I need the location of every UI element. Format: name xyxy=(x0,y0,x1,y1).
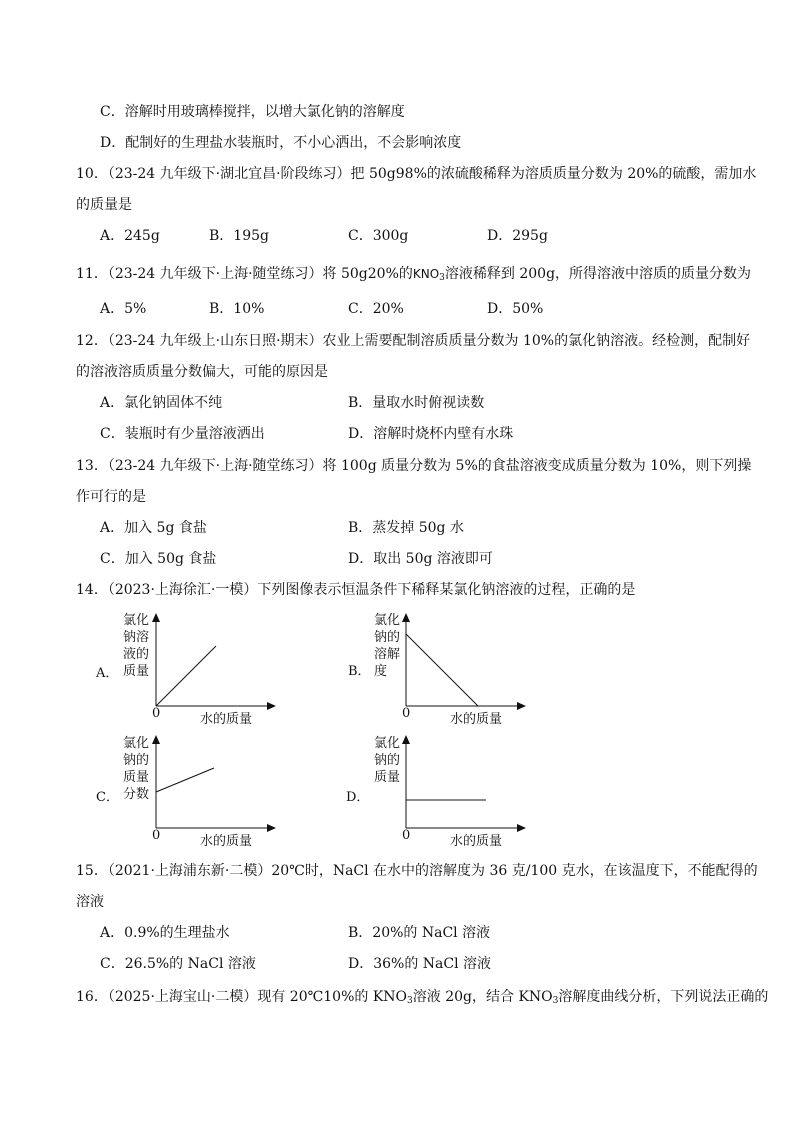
graph-c-origin: 0 xyxy=(152,828,161,843)
graph-c-ylabel-line: 钠的 xyxy=(123,753,150,768)
q12-option-c: C．装瓶时有少量溶液洒出 xyxy=(100,426,265,442)
graph-a-ylabel-line: 液的 xyxy=(123,647,150,662)
graph-b-curve xyxy=(406,634,478,706)
q15-stem-line2: 溶液 xyxy=(76,894,104,910)
graph-a-origin: 0 xyxy=(152,706,161,721)
graph-a-xlabel: 水的质量 xyxy=(200,712,253,727)
q15-stem-line1: 15．（2021·上海浦东新·二模）20℃时，NaCl 在水中的溶解度为 36 克/100 克水，在该温度下，不能配得的 xyxy=(76,863,758,879)
graph-a-ylabel-line: 钠溶 xyxy=(123,630,150,645)
q11-chem-formula: KNO xyxy=(412,267,440,281)
graph-a-ylabel-line: 氯化 xyxy=(123,613,150,628)
graph-b-ylabel-line: 度 xyxy=(374,664,388,679)
q13-option-d: D．取出 50g 溶液即可 xyxy=(348,551,493,567)
q15-option-c: C．26.5%的 NaCl 溶液 xyxy=(100,956,256,972)
q13-stem-line2: 作可行的是 xyxy=(76,489,146,505)
graph-b-ylabel-line: 氯化 xyxy=(374,613,401,628)
q11-option-d: D．50% xyxy=(487,301,544,317)
graph-c-xlabel: 水的质量 xyxy=(200,834,253,849)
graph-d-ylabel-line: 钠的 xyxy=(374,753,401,768)
graph-c-letter: C． xyxy=(96,790,119,805)
graph-b-ylabel-line: 溶解 xyxy=(374,647,401,662)
graph-b-ylabel-line: 钠的 xyxy=(374,630,401,645)
q16-stem xyxy=(76,987,768,1011)
q16-stem-suffix: 溶解度曲线分析，下列说法正确的 xyxy=(558,989,769,1005)
graph-b xyxy=(346,610,526,730)
q13-stem-line1: 13．（23-24 九年级下·上海·随堂练习）将 100g 质量分数为 5%的食盐溶液变成质量分数为 10%，则下列操 xyxy=(76,458,752,474)
q12-stem-line1: 12．（23-24 九年级上·山东日照·期末）农业上需要配制溶质质量分数为 10%的氯化钠溶液。经检测，配制好 xyxy=(76,333,751,349)
graph-a-letter: A． xyxy=(96,666,119,681)
q16-chem-subscript-2: 3 xyxy=(552,996,559,1006)
q10-option-a: A．245g xyxy=(100,228,160,244)
q10-option-d: D．295g xyxy=(487,228,548,244)
graph-b-xlabel: 水的质量 xyxy=(450,712,503,727)
graph-d-letter: D． xyxy=(346,790,370,805)
q10-option-c: C．300g xyxy=(348,228,409,244)
q16-chem-subscript-1: 3 xyxy=(407,996,413,1006)
q15-option-a: A．0.9%的生理盐水 xyxy=(100,925,230,941)
graph-d xyxy=(346,732,526,852)
q9-option-c: C．溶解时用玻璃棒搅拌，以增大氯化钠的溶解度 xyxy=(100,104,405,120)
q11-stem-suffix: 溶液稀释到 200g，所得溶液中溶质的质量分数为 xyxy=(444,266,752,282)
graph-a-curve xyxy=(156,646,216,706)
q11-option-b: B．10% xyxy=(209,301,265,317)
graph-c-ylabel-line: 分数 xyxy=(123,787,150,802)
q15-option-b: B．20%的 NaCl 溶液 xyxy=(348,925,491,941)
graph-c-curve xyxy=(156,768,214,792)
graph-a-ylabel-line: 质量 xyxy=(123,664,150,679)
graph-c-ylabel-line: 氯化 xyxy=(123,736,150,751)
q11-chem-subscript: 3 xyxy=(439,273,445,283)
q16-stem-prefix: 16．（2025·上海宝山·二模）现有 20℃10%的 KNO xyxy=(76,989,408,1005)
q13-option-a: A．加入 5g 食盐 xyxy=(100,520,207,536)
q16-stem-middle: 溶液 20g，结合 KNO xyxy=(412,989,553,1005)
q10-stem-line1: 10．（23-24 九年级下·湖北宜昌·阶段练习）把 50g98%的浓硫酸稀释为溶质质量分数为 20%的硫酸，需加水 xyxy=(76,166,757,182)
q11-stem-prefix: 11．（23-24 九年级下·上海·随堂练习）将 50g20%的 xyxy=(76,266,413,282)
graph-d-ylabel-line: 氯化 xyxy=(374,736,401,751)
q10-stem-line2: 的质量是 xyxy=(76,197,132,213)
q11-stem xyxy=(76,264,751,288)
q12-option-b: B．量取水时俯视读数 xyxy=(348,395,485,411)
q11-option-c: C．20% xyxy=(348,301,404,317)
q14-stem: 14．（2023·上海徐汇·一模）下列图像表示恒温条件下稀释某氯化钠溶液的过程，正确的是 xyxy=(76,582,636,598)
graph-d-origin: 0 xyxy=(402,828,411,843)
graph-b-letter: B． xyxy=(348,664,371,679)
q9-option-d: D．配制好的生理盐水装瓶时，不小心洒出，不会影响浓度 xyxy=(100,135,462,151)
graph-d-ylabel-line: 质量 xyxy=(374,770,401,785)
q13-option-b: B．蒸发掉 50g 水 xyxy=(348,520,464,536)
q12-stem-line2: 的溶液溶质质量分数偏大，可能的原因是 xyxy=(76,364,328,380)
graph-d-xlabel: 水的质量 xyxy=(450,834,503,849)
q13-option-c: C．加入 50g 食盐 xyxy=(100,551,217,567)
q11-option-a: A．5% xyxy=(100,301,147,317)
q15-option-d: D．36%的 NaCl 溶液 xyxy=(348,956,492,972)
q10-option-b: B．195g xyxy=(209,228,269,244)
q12-option-d: D．溶解时烧杯内壁有水珠 xyxy=(348,426,514,442)
graph-c-ylabel-line: 质量 xyxy=(123,770,150,785)
q12-option-a: A．氯化钠固体不纯 xyxy=(100,395,223,411)
graph-a xyxy=(96,610,276,730)
graph-b-origin: 0 xyxy=(402,706,411,721)
graph-c xyxy=(96,732,276,852)
